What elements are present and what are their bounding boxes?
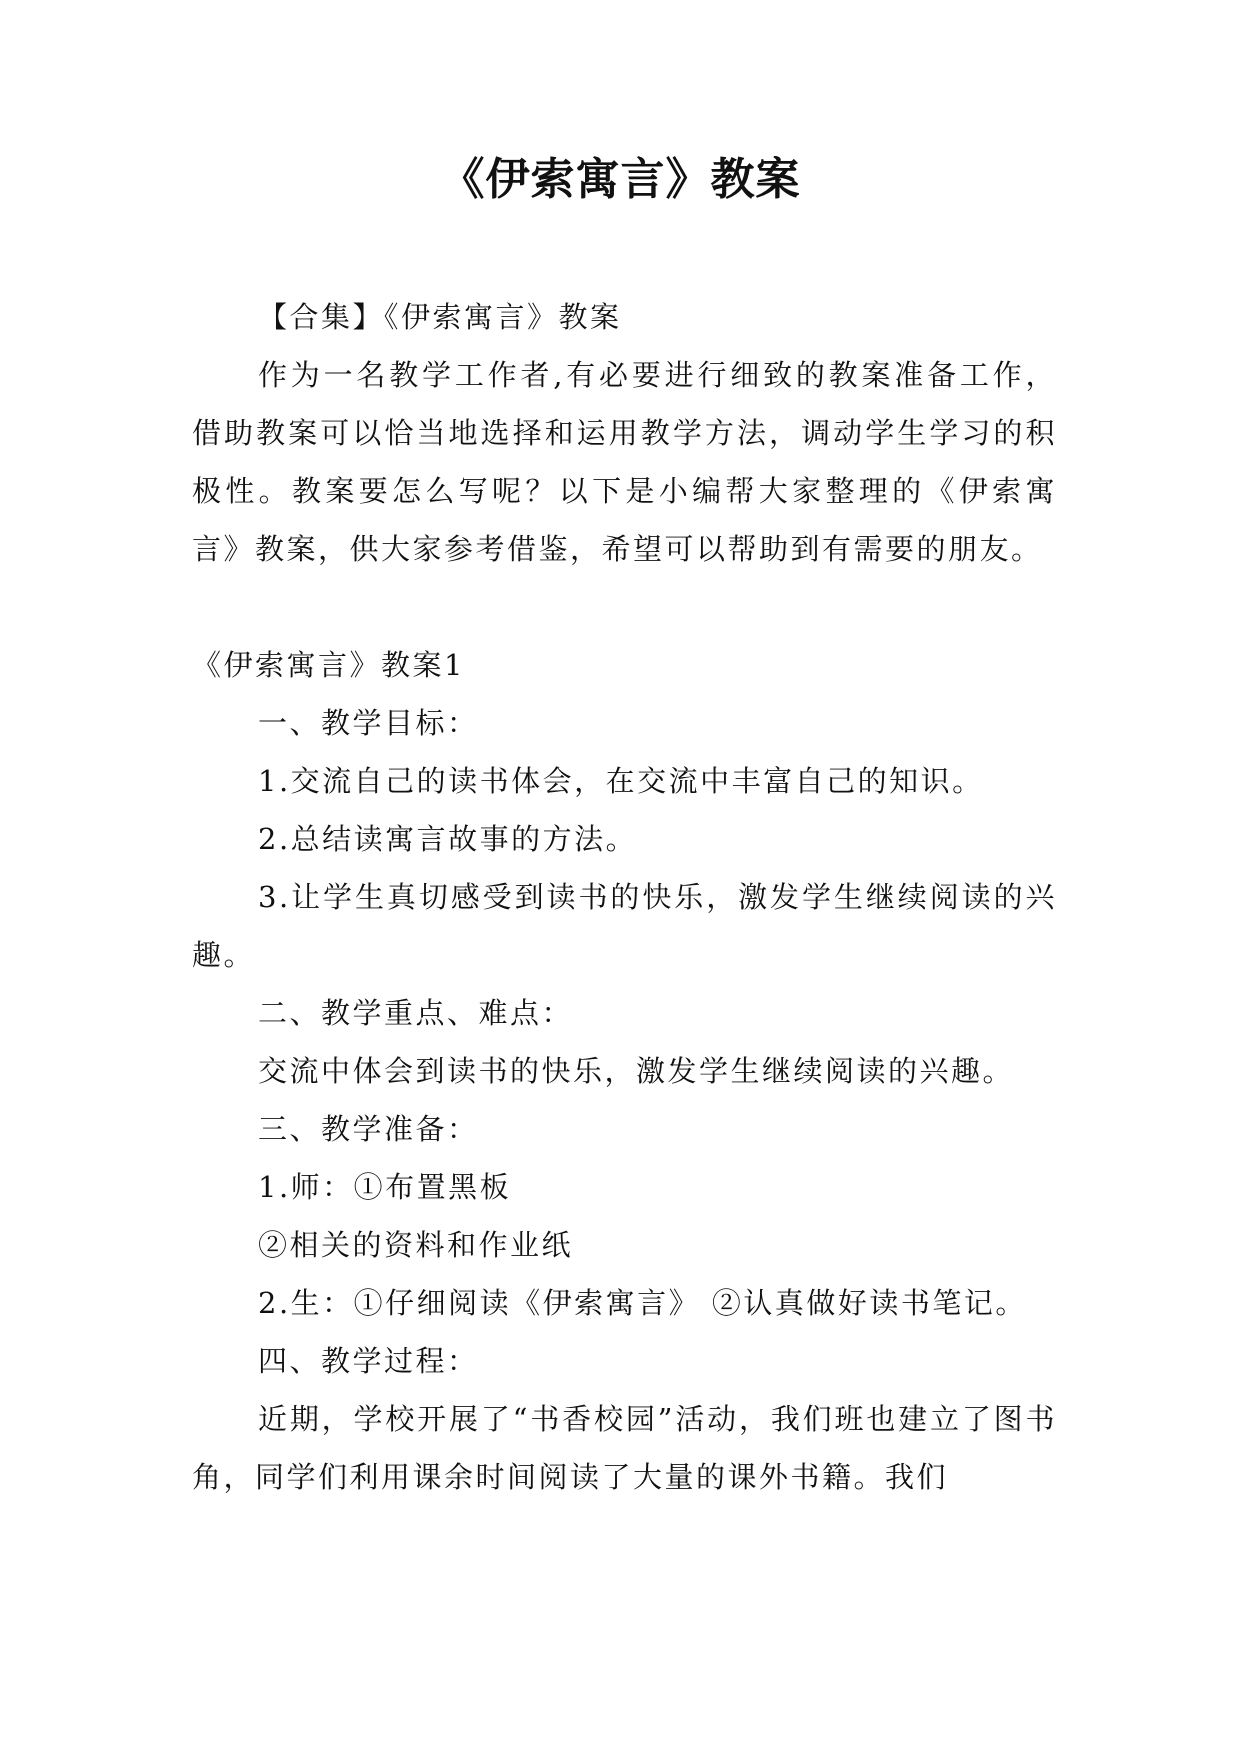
preparation-heading: 三、教学准备： [258,1112,479,1146]
key-points-text: 交流中体会到读书的快乐，激发学生继续阅读的兴趣。 [258,1054,1015,1088]
teaching-goals-heading: 一、教学目标： [258,706,479,740]
student-preparation: 2.生：①仔细阅读《伊索寓言》 ②认真做好读书笔记。 [258,1286,1027,1320]
teacher-materials: ②相关的资料和作业纸 [258,1228,574,1262]
goal-item-2: 2.总结读寓言故事的方法。 [258,822,638,856]
document-title: 《伊索寓言》教案 [440,154,801,205]
goal-item-1: 1.交流自己的读书体会，在交流中丰富自己的知识。 [258,764,984,798]
collection-heading: 【合集】《伊索寓言》教案 [258,300,622,334]
intro-paragraph: 作为一名教学工作者,有必要进行细致的教案准备工作，借助教案可以恰当地选择和运用教学方法，调动学生学习的积极性。教案要怎么写呢？以下是小编帮大家整理的《伊索寓言》教案，供大家参考借鉴，希望可以帮助到有需要的朋友。 [192,358,1057,566]
teacher-preparation: 1.师：①布置黑板 [258,1170,512,1204]
process-paragraph: 近期，学校开展了“书香校园”活动，我们班也建立了图书角，同学们利用课余时间阅读了大量的课外书籍。我们 [192,1402,1057,1494]
key-points-heading: 二、教学重点、难点： [258,996,574,1030]
process-heading: 四、教学过程： [258,1344,479,1378]
document-body [192,288,1057,1506]
section-heading: 《伊索寓言》教案1 [192,648,465,682]
goal-item-3: 3.让学生真切感受到读书的快乐，激发学生继续阅读的兴趣。 [192,880,1057,972]
